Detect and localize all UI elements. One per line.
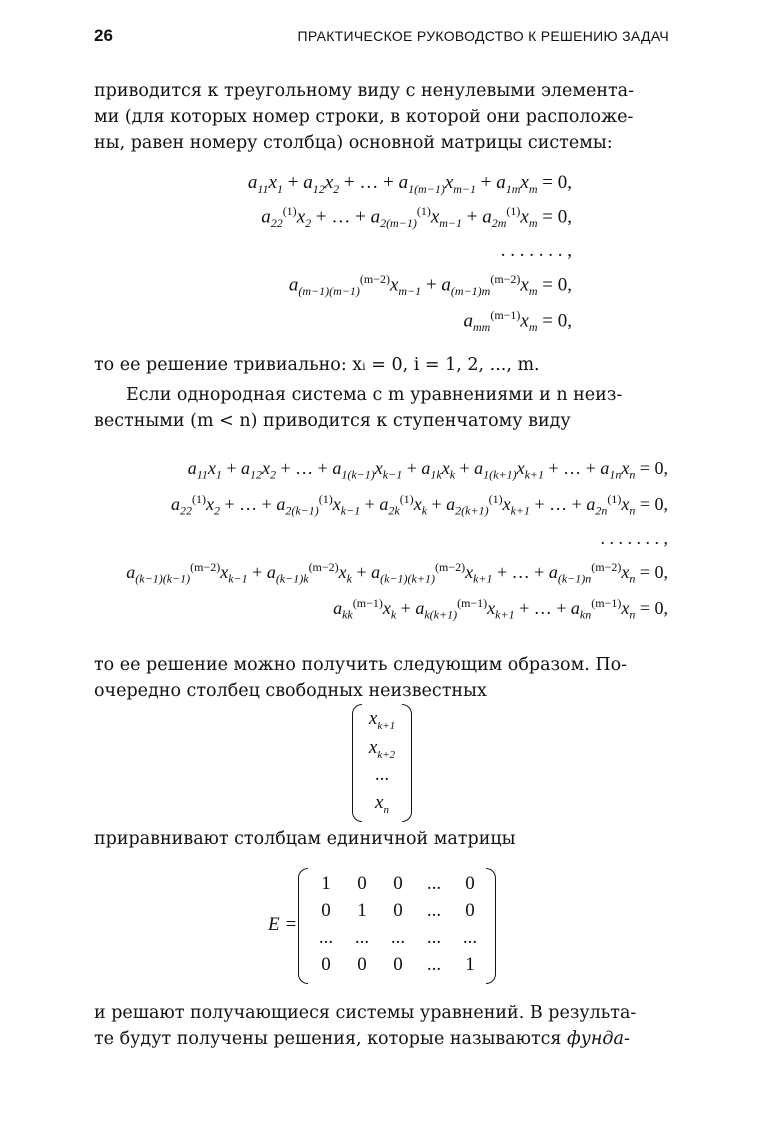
matrix-row xyxy=(308,924,488,951)
equation-line: $a_{22}^{(1)}x_2$ + … + $a_{2(m-1)}^{(1)}x_{m-1} + a_{2m}^{(1)}x_m = 0$, xyxy=(261,204,572,231)
paragraph-identity xyxy=(94,826,669,852)
equation-line: $a_{11}x_1 + a_{12}x_2$ + … + $a_{1(m-1)}x_{m-1} + a_{1m}x_m = 0$, xyxy=(247,172,572,196)
matrix-cell: 0 xyxy=(465,899,475,921)
vector-entry: $x_n$ xyxy=(375,792,389,816)
italic-term: фунда- xyxy=(567,1029,630,1049)
text-line: приводится к треугольному виду с ненулевыми элемента- xyxy=(94,81,635,101)
equation-ellipsis: . . . . . . . , xyxy=(600,528,668,548)
matrix-cell: ... xyxy=(462,926,478,948)
text-line: Если однородная система с m уравнениями и n неиз- xyxy=(126,385,623,405)
equation-line: $a_{(k-1)(k-1)}^{(m-2)}x_{k-1} + a_{(k-1)k}^{(m-2)}x_k + a_{(k-1)(k+1)}^{(m-2)}x_{k+1}$ + … + $a_{(k-1)n}^{(m-2)}x_n = 0$, xyxy=(126,560,668,586)
identity-matrix xyxy=(298,868,496,982)
text-line: приравнивают столбцам единичной матрицы xyxy=(94,829,516,849)
free-unknowns-column-vector xyxy=(352,704,412,820)
text-fragment: те будут получены решения, которые называются xyxy=(94,1029,568,1049)
text-line: то ее решение тривиально: xᵢ = 0, i = 1, 2, ..., m. xyxy=(94,355,540,375)
paragraph-step-form xyxy=(94,382,669,434)
matrix-cell: ... xyxy=(390,926,406,948)
vector-entry: ... xyxy=(374,764,390,785)
paragraph-trivial-solution xyxy=(94,352,669,378)
page-number: 26 xyxy=(94,26,113,45)
running-title: ПРАКТИЧЕСКОЕ РУКОВОДСТВО К РЕШЕНИЮ ЗАДАЧ xyxy=(297,28,669,44)
matrix-row xyxy=(308,870,488,897)
matrix-cell: 0 xyxy=(393,953,403,975)
matrix-cell: 0 xyxy=(321,899,331,921)
equation-line: $a_{(m-1)(m-1)}^{(m-2)}x_{m-1} + a_{(m-1)m}^{(m-2)}x_m = 0$, xyxy=(288,272,572,299)
matrix-cell: ... xyxy=(426,953,442,975)
page-header xyxy=(94,26,669,50)
text-line: ми (для которых номер строки, в которой они расположе- xyxy=(94,107,634,127)
matrix-cell: ... xyxy=(318,926,334,948)
matrix-cell: 0 xyxy=(465,872,475,894)
equation-line: $a_{mm}^{(m-1)}x_m = 0$, xyxy=(463,308,572,335)
vector-entry: $x_{k+1}$ xyxy=(368,708,396,732)
equation-line: $a_{11}x_1 + a_{12}x_2$ + … + $a_{1(k-1)}x_{k-1} + a_{1k}x_k + a_{1(k+1)}x_{k+1}$ + … + $a_{1n}x_n = 0$, xyxy=(187,458,668,482)
paragraph-fundamental xyxy=(94,1000,669,1052)
matrix-cell: ... xyxy=(426,872,442,894)
matrix-cell: 0 xyxy=(321,953,331,975)
matrix-row xyxy=(308,897,488,924)
text-line: ны, равен номеру столбца) основной матрицы системы: xyxy=(94,133,613,153)
left-parenthesis xyxy=(298,868,308,984)
text-line: то ее решение можно получить следующим образом. По- xyxy=(94,655,628,675)
matrix-cell: 1 xyxy=(357,899,367,921)
matrix-cell: 0 xyxy=(357,953,367,975)
matrix-cell: ... xyxy=(426,899,442,921)
text-line: вестными (m < n) приводится к ступенчатому виду xyxy=(94,411,571,431)
equation-line: $a_{kk}^{(m-1)}x_k + a_{k(k+1)}^{(m-1)}x_{k+1}$ + … + $a_{kn}^{(m-1)}x_n = 0$, xyxy=(333,596,668,622)
matrix-cell: 1 xyxy=(465,953,475,975)
matrix-cell: 0 xyxy=(393,872,403,894)
vector-entry: $x_{k+2}$ xyxy=(368,737,396,761)
matrix-label: E = xyxy=(268,914,298,935)
matrix-table xyxy=(308,870,488,978)
paragraph-triangular xyxy=(94,78,669,156)
text-line: очередно столбец свободных неизвестных xyxy=(94,681,487,701)
paragraph-free-unknowns xyxy=(94,652,669,704)
matrix-cell: 1 xyxy=(321,872,331,894)
matrix-cell: 0 xyxy=(393,899,403,921)
matrix-row xyxy=(308,951,488,978)
equation-line: $a_{22}^{(1)}x_2$ + … + $a_{2(k-1)}^{(1)}x_{k-1} + a_{2k}^{(1)}x_k + a_{2(k+1)}^{(1)}x_{k+1}$ + … + $a_{2n}^{(1)}x_n = 0$, xyxy=(171,492,668,518)
text-line: и решают получающиеся системы уравнений. В результа- xyxy=(94,1003,637,1023)
matrix-cell: ... xyxy=(426,926,442,948)
matrix-cell: ... xyxy=(354,926,370,948)
equation-ellipsis: . . . . . . . , xyxy=(500,240,572,261)
text-line-with-italic xyxy=(94,1026,669,1052)
matrix-cell: 0 xyxy=(357,872,367,894)
